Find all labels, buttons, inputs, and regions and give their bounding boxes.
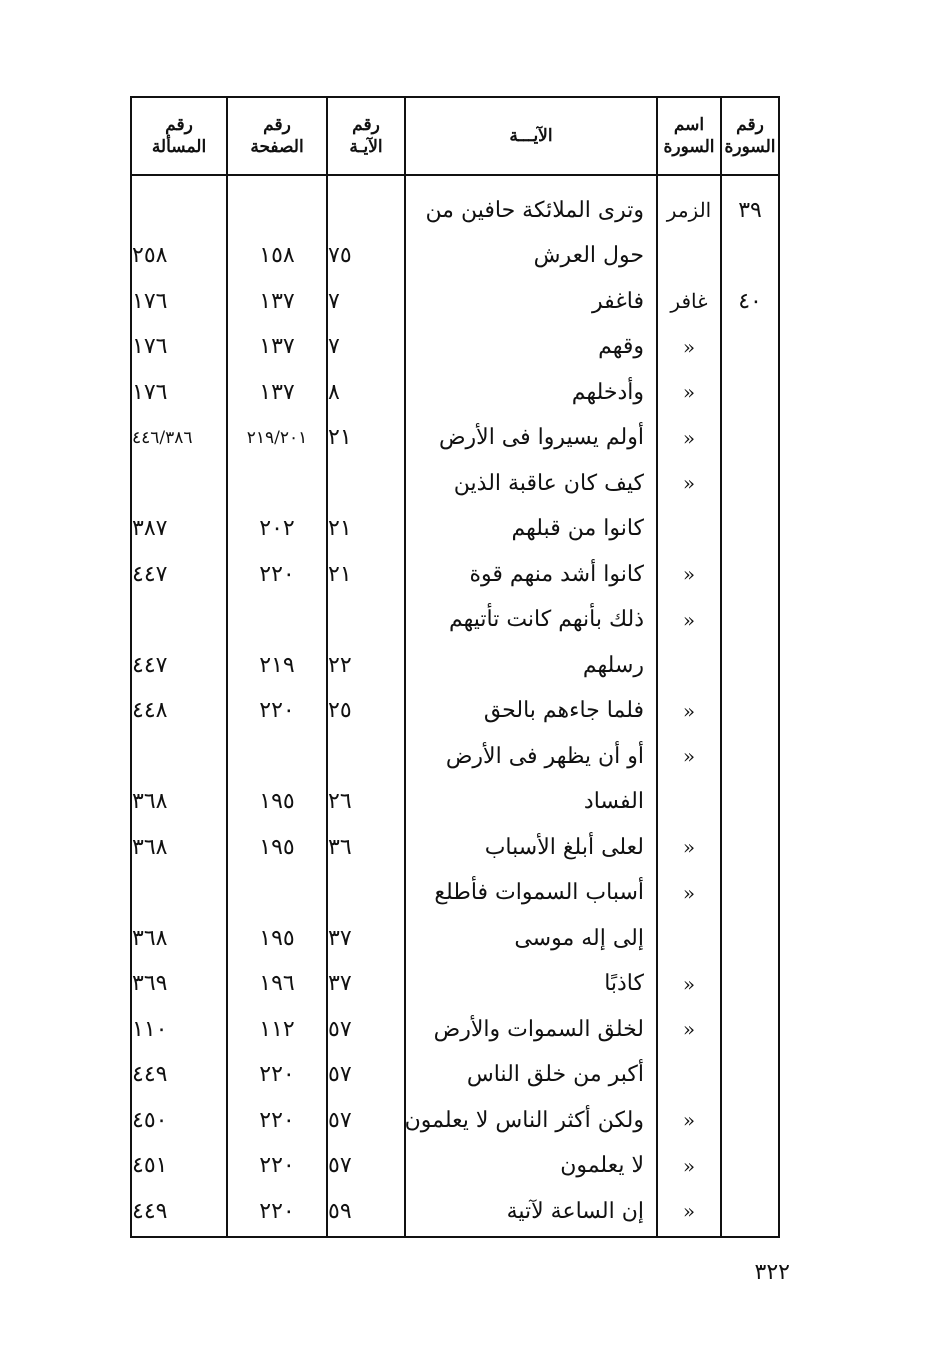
table-row: [132, 962, 778, 1006]
table-row: [132, 598, 778, 642]
page-number-cell: ٢٢٠: [259, 1107, 295, 1133]
surah-number-cell: [722, 780, 778, 824]
ayah-number-cell: [328, 461, 404, 505]
page-number-cell: ١٥٨: [259, 243, 295, 268]
surah-name-cell: «: [682, 744, 696, 768]
surah-number-cell: [722, 552, 778, 596]
ayah-number-cell: ٥٧: [328, 1153, 352, 1178]
ayah-text-cell: فاغفر: [592, 288, 644, 314]
table-row: [132, 871, 778, 915]
ayah-text-cell: أسباب السموات فأطلع: [434, 880, 644, 905]
masala-number-cell: ٣٦٨: [132, 789, 168, 814]
masala-number-cell: ٣٦٨: [132, 834, 168, 860]
ayah-number-cell: ٢١: [328, 425, 352, 450]
surah-name-cell: «: [682, 1199, 696, 1223]
ayah-number-cell: ٧: [328, 334, 340, 359]
surah-number-cell: [722, 689, 778, 733]
ayah-text-cell: رسلهم: [582, 652, 644, 678]
page-number-cell: [228, 871, 326, 915]
surah-number-cell: [722, 598, 778, 642]
ayah-number-cell: ٢١: [328, 561, 352, 587]
masala-number-cell: ٤٥١: [132, 1153, 168, 1178]
surah-name-cell: [658, 916, 720, 960]
table-row: [132, 1053, 778, 1097]
surah-number-cell: [722, 962, 778, 1006]
ayah-text-cell: إلى إله موسى: [514, 925, 644, 951]
ayah-number-cell: ٢٥: [328, 698, 352, 723]
masala-number-cell: ٤٤٩: [132, 1062, 168, 1087]
ayah-text-cell: ولكن أكثر الناس لا يعلمون: [404, 1107, 644, 1133]
surah-number-cell: ٣٩: [738, 197, 762, 223]
ayah-number-cell: ٥٧: [328, 1107, 352, 1133]
masala-number-cell: [132, 734, 226, 778]
surah-number-cell: [722, 1053, 778, 1097]
ayah-number-cell: ٢٦: [328, 789, 352, 814]
index-table: [130, 96, 780, 1238]
page-number-cell: ٢٢٠: [259, 1198, 295, 1224]
masala-number-cell: ٤٥٠: [132, 1107, 168, 1133]
ayah-text-cell: إن الساعة لآتية: [506, 1198, 644, 1224]
ayah-number-cell: ٢١: [328, 516, 352, 541]
ayah-number-cell: ٨: [328, 379, 340, 405]
table-row: [132, 1144, 778, 1188]
table-row: [132, 689, 778, 733]
page-number-cell: ٢٢٠: [259, 1062, 295, 1087]
header-ayah-number: [328, 98, 404, 174]
masala-number-cell: ٤٤٩: [132, 1198, 168, 1224]
header-text: رقم: [263, 115, 291, 135]
surah-name-cell: الزمر: [666, 198, 712, 222]
page-number-cell: [228, 734, 326, 778]
table-row: [132, 370, 778, 414]
masala-number-cell: ٣٦٩: [132, 971, 168, 996]
ayah-number-cell: [328, 598, 404, 642]
ayah-number-cell: ٣٧: [328, 971, 352, 996]
surah-number-cell: [722, 825, 778, 869]
surah-number-cell: [722, 1007, 778, 1051]
header-text: رقم: [736, 115, 764, 135]
ayah-text-cell: كاذبًا: [604, 971, 644, 996]
page-number-cell: ٢٢٠: [259, 561, 295, 587]
surah-number-cell: [722, 461, 778, 505]
header-text: السورة: [663, 137, 715, 157]
page-number-cell: ٢١٩/٢٠١: [246, 427, 308, 448]
masala-number-cell: [132, 598, 226, 642]
ayah-number-cell: ٣٧: [328, 925, 352, 951]
page-number-cell: ٢١٩: [259, 652, 295, 678]
masala-number-cell: ١٧٦: [132, 288, 168, 314]
ayah-number-cell: [328, 188, 404, 232]
page-number-cell: ١٣٧: [259, 288, 295, 314]
header-text: اسم: [673, 115, 705, 135]
surah-name-cell: [658, 1053, 720, 1097]
surah-name-cell: «: [682, 971, 696, 996]
surah-number-cell: ٤٠: [738, 288, 762, 314]
table-row: [132, 461, 778, 505]
page-number-cell: ١٩٥: [259, 834, 295, 860]
table-row: [132, 279, 778, 323]
surah-name-cell: «: [682, 880, 696, 905]
ayah-text-cell: حول العرش: [533, 243, 644, 268]
table-row: [132, 780, 778, 824]
ayah-text-cell: الفساد: [583, 789, 644, 814]
page-number-cell: [228, 188, 326, 232]
ayah-number-cell: [328, 734, 404, 778]
table-row: [132, 1098, 778, 1142]
page-number-cell: ١٩٦: [259, 971, 295, 996]
masala-number-cell: ١١٠: [132, 1016, 168, 1042]
surah-name-cell: «: [682, 380, 696, 404]
table-row: [132, 507, 778, 551]
ayah-text-cell: أكبر من خلق الناس: [466, 1062, 644, 1087]
header-text: السورة: [724, 137, 776, 157]
surah-number-cell: [722, 1098, 778, 1142]
page-number-cell: ١١٢: [259, 1016, 295, 1042]
surah-name-cell: [658, 234, 720, 278]
surah-name-cell: «: [682, 1017, 696, 1041]
masala-number-cell: ١٧٦: [132, 379, 168, 405]
surah-name-cell: «: [682, 835, 696, 859]
ayah-text-cell: ذلك بأنهم كانت تأتيهم: [448, 607, 644, 632]
surah-number-cell: [722, 1189, 778, 1233]
table-row: [132, 825, 778, 869]
surah-number-cell: [722, 507, 778, 551]
table-row: [132, 234, 778, 278]
page-number-cell: ١٣٧: [259, 379, 295, 405]
page-number-cell: ١٣٧: [259, 334, 295, 359]
ayah-text-cell: فلما جاءهم بالحق: [483, 698, 644, 723]
table-row: [132, 416, 778, 460]
ayah-number-cell: ٢٢: [328, 652, 352, 678]
table-row: [132, 188, 778, 232]
table-row: [132, 1007, 778, 1051]
ayah-text-cell: كانوا أشد منهم قوة: [469, 561, 644, 587]
header-text: الصفحة: [250, 137, 304, 157]
ayah-text-cell: أو أن يظهر فى الأرض: [445, 743, 644, 769]
ayah-text-cell: أولم يسيروا فى الأرض: [438, 425, 644, 450]
header-page: [228, 98, 326, 174]
table-row: [132, 734, 778, 778]
ayah-number-cell: [328, 871, 404, 915]
header-text: المسألة: [151, 137, 207, 157]
header-text: الآيـة: [349, 137, 383, 157]
surah-number-cell: [722, 871, 778, 915]
surah-name-cell: «: [682, 1108, 696, 1132]
masala-number-cell: ٤٤٦/٣٨٦: [132, 427, 193, 448]
ayah-number-cell: ٣٦: [328, 834, 352, 860]
ayah-number-cell: ٥٧: [328, 1062, 352, 1087]
table-row: [132, 916, 778, 960]
surah-name-cell: «: [682, 607, 696, 632]
table-row: [132, 552, 778, 596]
masala-number-cell: ٤٤٧: [132, 561, 168, 587]
table-row: [132, 643, 778, 687]
surah-number-cell: [722, 370, 778, 414]
ayah-text-cell: لا يعلمون: [560, 1153, 644, 1178]
header-ayah: [406, 98, 656, 174]
ayah-number-cell: ٥٧: [328, 1016, 352, 1042]
page-number-cell: ٢٢٠: [259, 1153, 295, 1178]
ayah-number-cell: ٥٩: [328, 1198, 352, 1224]
surah-number-cell: [722, 734, 778, 778]
surah-number-cell: [722, 234, 778, 278]
header-surah-number: [722, 98, 778, 174]
masala-number-cell: ٢٥٨: [132, 243, 168, 268]
surah-number-cell: [722, 416, 778, 460]
page-number-cell: ١٩٥: [259, 925, 295, 951]
masala-number-cell: [132, 871, 226, 915]
header-surah-name: [658, 98, 720, 174]
ayah-number-cell: ٧: [328, 288, 340, 314]
page-number-cell: ١٩٥: [259, 789, 295, 814]
masala-number-cell: ٤٤٧: [132, 652, 168, 678]
masala-number-cell: ٣٦٨: [132, 925, 168, 951]
surah-name-cell: [658, 507, 720, 551]
page-number-cell: [228, 598, 326, 642]
ayah-text-cell: كيف كان عاقبة الذين: [453, 470, 644, 496]
ayah-text-cell: وترى الملائكة حافين من: [425, 197, 644, 223]
ayah-number-cell: ٧٥: [328, 243, 352, 268]
surah-name-cell: غافر: [670, 289, 708, 313]
masala-number-cell: [132, 188, 226, 232]
surah-name-cell: [658, 780, 720, 824]
ayah-text-cell: كانوا من قبلهم: [511, 516, 644, 541]
page-number: ٣٢٢: [754, 1260, 790, 1285]
page-number-cell: ٢٠٢: [259, 516, 295, 541]
ayah-text-cell: لعلى أبلغ الأسباب: [484, 834, 644, 860]
table-row: [132, 1189, 778, 1233]
header-divider: [132, 174, 778, 176]
masala-number-cell: ٤٤٨: [132, 698, 168, 723]
masala-number-cell: [132, 461, 226, 505]
masala-number-cell: ١٧٦: [132, 334, 168, 359]
table-row: [132, 325, 778, 369]
header-text: رقم: [165, 115, 193, 135]
surah-name-cell: «: [682, 562, 696, 586]
surah-name-cell: «: [682, 425, 696, 450]
ayah-text-cell: وأدخلهم: [571, 379, 644, 405]
ayah-text-cell: وقهم: [598, 334, 644, 359]
header-masala: [132, 98, 226, 174]
page-number-cell: ٢٢٠: [259, 698, 295, 723]
surah-name-cell: «: [682, 1153, 696, 1178]
page-number-cell: [228, 461, 326, 505]
ayah-text-cell: لخلق السموات والأرض: [433, 1016, 644, 1042]
surah-name-cell: «: [682, 698, 696, 723]
surah-name-cell: «: [682, 334, 696, 359]
surah-name-cell: «: [682, 471, 696, 495]
header-text: الآيـــة: [509, 126, 553, 146]
surah-number-cell: [722, 325, 778, 369]
surah-number-cell: [722, 643, 778, 687]
header-text: رقم: [352, 115, 380, 135]
masala-number-cell: ٣٨٧: [132, 516, 168, 541]
surah-name-cell: [658, 643, 720, 687]
surah-number-cell: [722, 916, 778, 960]
surah-number-cell: [722, 1144, 778, 1188]
